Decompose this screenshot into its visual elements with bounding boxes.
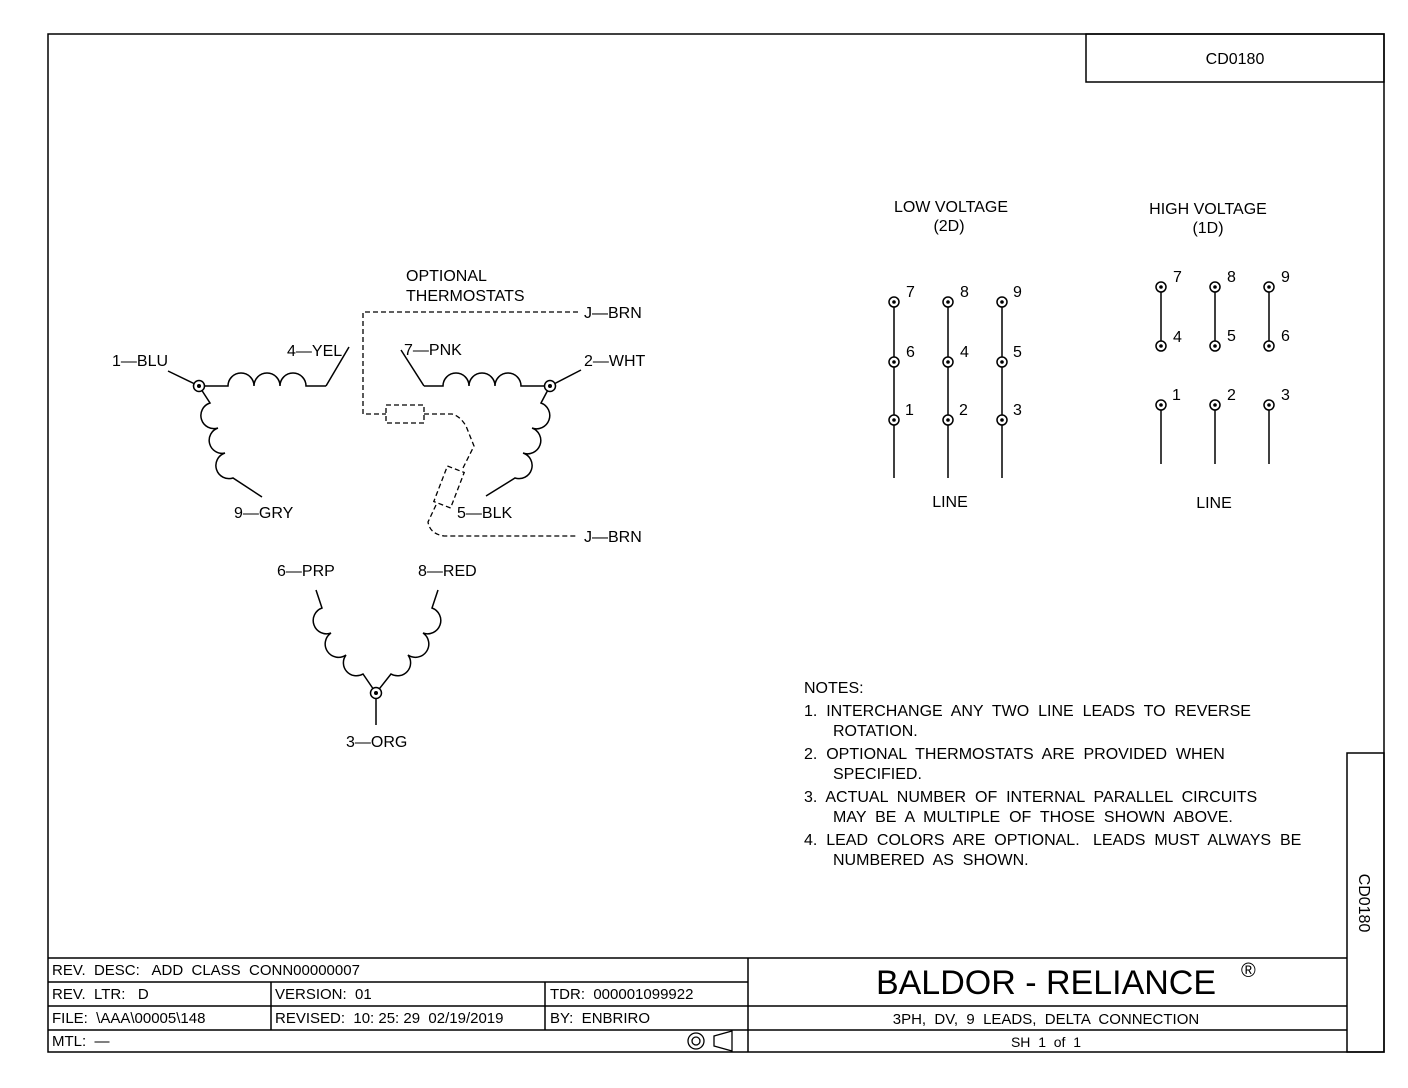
terminal-stud-dot <box>892 300 896 304</box>
version: VERSION: 01 <box>275 986 372 1003</box>
material: MTL: — <box>52 1033 110 1050</box>
thermostat-1-icon <box>386 405 424 423</box>
terminal-stud-dot <box>1213 344 1217 348</box>
lv-terminal-label: 4 <box>960 344 969 361</box>
hv-terminal-label: 4 <box>1173 329 1182 346</box>
revised-by: BY: ENBRIRO <box>550 1010 651 1027</box>
lv-terminal-label: 2 <box>959 402 968 419</box>
thermostat-2-icon <box>434 466 464 508</box>
lead-label-6-prp: 6—PRP <box>277 563 335 580</box>
coil-1-9 <box>199 386 262 497</box>
terminal-stud-dot <box>1159 344 1163 348</box>
lead-label-3-org: 3—ORG <box>346 734 408 751</box>
terminal-stud-dot <box>1000 360 1004 364</box>
low-voltage-subtitle: (2D) <box>933 218 965 235</box>
terminal-stud-dot <box>1000 300 1004 304</box>
terminal-stud-dot <box>892 418 896 422</box>
high-voltage-subtitle: (1D) <box>1192 220 1224 237</box>
coil-8-3 <box>376 590 441 693</box>
company-name: BALDOR - RELIANCE <box>875 964 1217 1002</box>
lv-terminal-label: 9 <box>1013 284 1022 301</box>
lead-label-4-yel: 4—YEL <box>287 343 343 360</box>
hv-terminal-label: 6 <box>1281 328 1290 345</box>
note-line: 4. LEAD COLORS ARE OPTIONAL. LEADS MUST ALWAYS BE <box>804 832 1302 849</box>
terminal-stud-dot <box>1000 418 1004 422</box>
hv-terminal-label: 3 <box>1281 387 1290 404</box>
lead-label-9-gry: 9—GRY <box>234 505 294 522</box>
registered-mark: ® <box>1241 960 1256 982</box>
lv-terminal-label: 6 <box>906 344 915 361</box>
low-voltage-title: LOW VOLTAGE <box>893 199 1009 216</box>
lead-label-jbrn-top: J—BRN <box>584 305 642 322</box>
terminal-stud-dot <box>1213 403 1217 407</box>
lead-label-2-wht: 2—WHT <box>584 353 646 370</box>
tdr-number: TDR: 000001099922 <box>550 986 694 1003</box>
lead-label-1-blu: 1—BLU <box>112 353 169 370</box>
terminal-stud-dot <box>1267 344 1271 348</box>
notes-heading: NOTES: <box>804 680 864 697</box>
note-line: NUMBERED AS SHOWN. <box>833 852 1029 869</box>
note-line: MAY BE A MULTIPLE OF THOSE SHOWN ABOVE. <box>833 809 1233 826</box>
terminal-stud-dot <box>946 360 950 364</box>
note-line: ROTATION. <box>833 723 918 740</box>
terminal-stud-dot <box>1159 403 1163 407</box>
lv-terminal-label: 3 <box>1013 402 1022 419</box>
drawing-frame <box>48 34 1384 1052</box>
hv-terminal-label: 5 <box>1227 328 1236 345</box>
terminal-stud-dot <box>946 300 950 304</box>
hv-line-label: LINE <box>1196 495 1232 512</box>
rev-ltr: REV. LTR: D <box>52 986 149 1003</box>
hv-terminal-label: 2 <box>1227 387 1236 404</box>
sheet-number: SH 1 of 1 <box>1010 1034 1082 1050</box>
note-line: 3. ACTUAL NUMBER OF INTERNAL PARALLEL CIRCUITS <box>804 789 1258 806</box>
file-path: FILE: \AAA\00005\148 <box>52 1010 206 1027</box>
terminal-stud-dot <box>892 360 896 364</box>
lv-terminal-label: 1 <box>905 402 914 419</box>
terminal-stud-dot <box>946 418 950 422</box>
hv-terminal-label: 7 <box>1173 269 1182 286</box>
lv-line-label: LINE <box>932 494 968 511</box>
lv-terminal-label: 8 <box>960 284 969 301</box>
note-line: 1. INTERCHANGE ANY TWO LINE LEADS TO REVERSE <box>804 703 1251 720</box>
rev-desc: REV. DESC: ADD CLASS CONN00000007 <box>52 962 360 979</box>
winding-junctions <box>194 381 556 699</box>
coil-6-3 <box>313 590 376 693</box>
coil-1-4 <box>199 373 326 386</box>
lv-terminal-label: 5 <box>1013 344 1022 361</box>
note-line: 2. OPTIONAL THERMOSTATS ARE PROVIDED WHEN <box>804 746 1225 763</box>
terminal-stud-dot <box>1267 285 1271 289</box>
lead-label-7-pnk: 7—PNK <box>404 342 462 359</box>
lead-label-8-red: 8—RED <box>418 563 477 580</box>
projection-symbol-icon <box>688 1031 732 1051</box>
lead-label-5-blk: 5—BLK <box>457 505 513 522</box>
terminal-stud-dot <box>1159 285 1163 289</box>
hv-terminal-label: 8 <box>1227 269 1236 286</box>
optional-label: OPTIONAL <box>406 268 487 285</box>
note-line: SPECIFIED. <box>833 766 922 783</box>
terminal-stud-dot <box>1267 403 1271 407</box>
high-voltage-title: HIGH VOLTAGE <box>1149 201 1267 218</box>
hv-terminal-label: 1 <box>1172 387 1181 404</box>
drawing-description: 3PH, DV, 9 LEADS, DELTA CONNECTION <box>892 1011 1200 1028</box>
coil-7-2 <box>424 373 550 386</box>
thermostats-label: THERMOSTATS <box>406 288 525 305</box>
drawing-code: CD0180 <box>1205 51 1265 68</box>
side-drawing-code: CD0180 <box>1355 873 1372 933</box>
lv-terminal-label: 7 <box>906 284 915 301</box>
coil-2-5 <box>486 386 550 496</box>
hv-terminal-label: 9 <box>1281 269 1290 286</box>
revised-date: REVISED: 10: 25: 29 02/19/2019 <box>275 1010 504 1027</box>
notes-section <box>804 680 1301 869</box>
terminal-stud-dot <box>1213 285 1217 289</box>
high-voltage-diagram <box>1149 201 1290 512</box>
low-voltage-diagram <box>889 199 1022 511</box>
lead-label-jbrn-bottom: J—BRN <box>584 529 642 546</box>
